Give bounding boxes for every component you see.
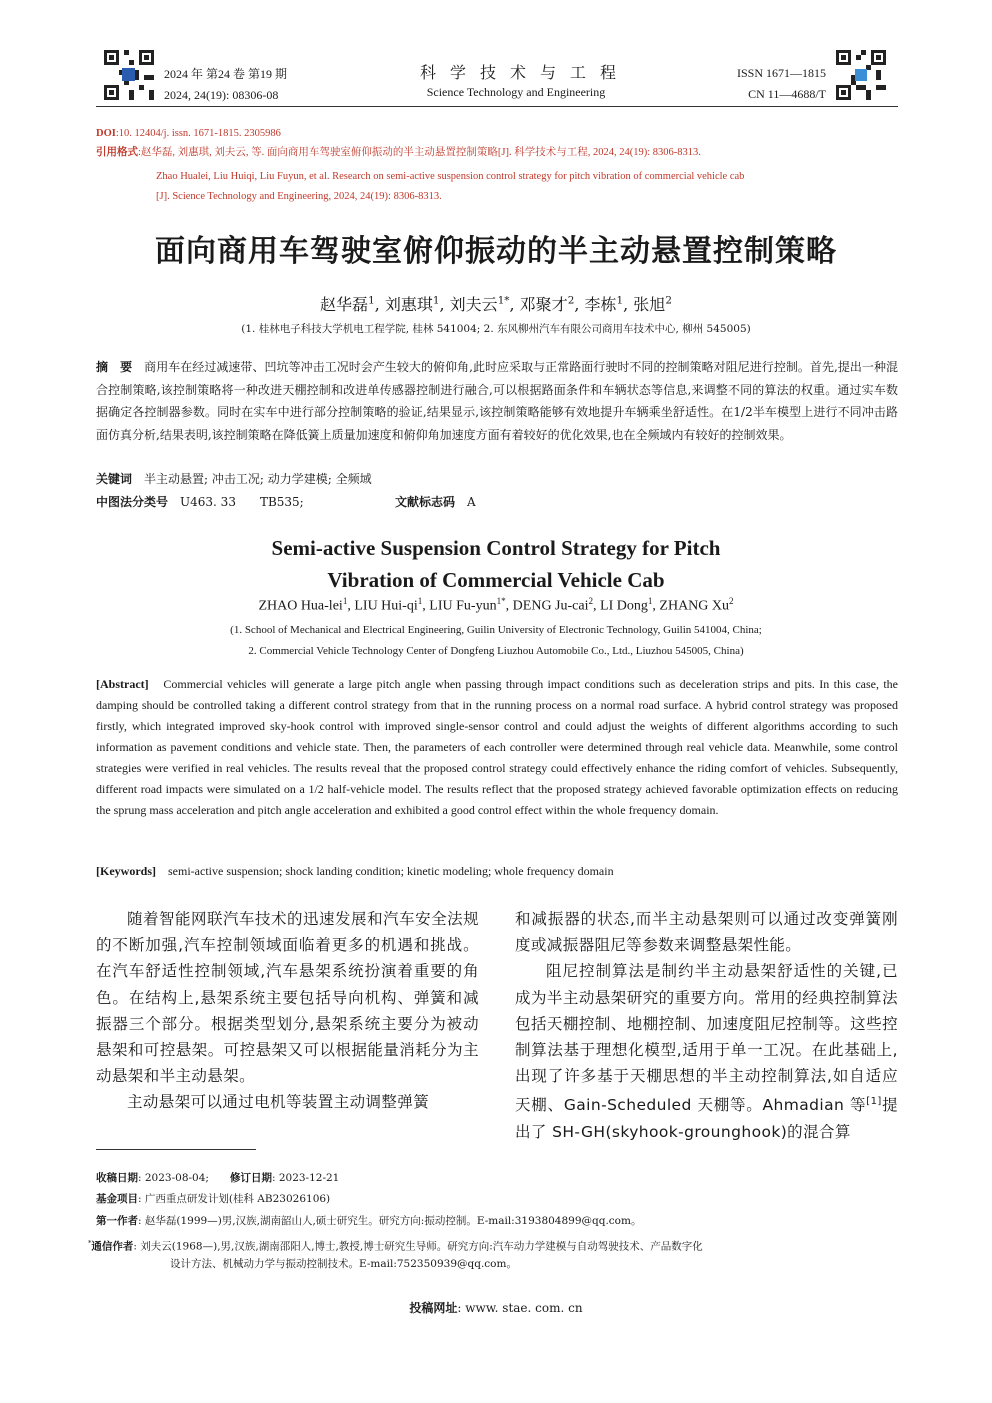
author-affiliation-mark: 1* [497, 294, 510, 307]
author-affiliation-mark: 1 [432, 294, 440, 307]
author-affiliation-mark: 1 [342, 596, 348, 606]
footnote-first-author: 第一作者: 赵华磊(1999—)男,汉族,湖南韶山人,硕士研究生。研究方向:振动控制。E-mail:3193804899@qq.com。 [96, 1215, 642, 1227]
cn-number: CN 11—4688/T [748, 87, 826, 101]
body-column-left [96, 906, 479, 1116]
qr-code-icon [104, 50, 154, 100]
classification-number: 中图法分类号 U463. 33 TB535; [96, 495, 304, 509]
keywords-cn: 关键词 半主动悬置; 冲击工况; 动力学建模; 全频域 [96, 472, 372, 486]
document-code: 文献标志码 A [395, 495, 476, 509]
citation-en-2: [J]. Science Technology and Engineering, 2024, 24(19): 8306-8313. [156, 191, 442, 202]
affiliation-en-1: (1. School of Mechanical and Electrical Engineering, Guilin University of Electronic Technology, Guilin 541004, China; [230, 624, 762, 636]
issue-line-2: 2024, 24(19): 08306-08 [164, 88, 279, 102]
affiliation-cn: (1. 桂林电子科技大学机电工程学院, 桂林 541004; 2. 东风柳州汽车有限公司商用车技术中心, 柳州 545005) [241, 323, 751, 335]
author-affiliation-mark: 2 [567, 294, 575, 307]
author-affiliation-mark: 1 [616, 294, 624, 307]
author-affiliation-mark: 1 [647, 596, 653, 606]
paragraph: 随着智能网联汽车技术的迅速发展和汽车安全法规的不断加强,汽车控制领域面临着更多的机遇和挑战。在汽车舒适性控制领域,汽车悬架系统扮演着重要的角色。在结构上,悬架系统主要包括导向机构、弹簧和减振器三个部分。根据类型划分,悬架系统主要分为被动悬架和可控悬架。可控悬架又可以根据能量消耗分为主动悬架和半主动悬架。 [96, 910, 479, 1086]
footnote-fund: 基金项目: 广西重点研发计划(桂科 AB23026106) [96, 1193, 331, 1205]
author-affiliation-mark: 1 [417, 596, 423, 606]
author-affiliation-mark: 1 [368, 294, 375, 307]
abstract-en: [Abstract] Commercial vehicles will generate a large pitch angle when passing through impact conditions such as deceleration strips and pits. In this case, the damping should be controlled taking a different control strategy from that in the running process on a normal road surface. A hybrid control strategy was proposed firstly, which integrated improved sky-hook control with improved single-sensor control and could adjust the weights of different algorithms according to such information as pavement conditions and vehicle state. Then, the parameters of each controller were determined through real vehicle data. Meanwhile, some control strategies were verified in real vehicles. The results reveal that the proposed control strategy could effectively enhance the riding comfort of vehicles. Subsequently, different road impacts were simulated on a 1/2 half-vehicle model. The results reflect that the proposed strategy achieved favorable optimization effects on reducing the sprung mass acceleration and pitch angle acceleration and exhibited a good control effect within the whole frequency domain. [96, 677, 898, 817]
doi-line: DOI:10. 12404/j. issn. 1671-1815. 2305986 [96, 128, 281, 139]
journal-name-en: Science Technology and Engineering [426, 85, 606, 99]
authors-cn: 赵华磊$^1$, 刘惠琪$^1$, 刘夫云$^{1*}$, 邓聚才$^2$, 李栋$^1$, 张旭$^2$ [320, 294, 672, 314]
journal-name-cn: 科学技术与工程 [419, 63, 630, 82]
keywords-en: [Keywords] semi-active suspension; shock landing condition; kinetic modeling; whole frequency domain [96, 864, 614, 878]
paragraph: 阻尼控制算法是制约半主动悬架舒适性的关键,已成为半主动悬架研究的重要方向。常用的经典控制算法包括天棚控制、地棚控制、加速度阻尼控制等。这些控制算法基于理想化模型,适用于单一工况。在此基础上,出现了许多基于天棚思想的半主动控制算法,如自适应天棚、Gain-Scheduled 天棚等。Ahmadian 等[1]提出了 SH-GH(skyhook-grounghook)的混合算 [515, 962, 898, 1141]
author-affiliation-mark: 2 [665, 294, 672, 307]
authors-en: ZHAO Hua-lei$^1$, LIU Hui-$qi^1$, LIU Fu-yun$^{1*}$, DENG Ju-cai$^2$, LI Dong$^1$, ZHANG Xu$^2$ [258, 596, 734, 614]
header-rule [96, 106, 898, 107]
author-affiliation-mark: 2 [729, 596, 734, 606]
citation-cn: 引用格式:赵华磊, 刘惠琪, 刘夫云, 等. 面向商用车驾驶室俯仰振动的半主动悬置控制策略[J]. 科学技术与工程, 2024, 24(19): 8306-8313. [96, 147, 701, 158]
author-affiliation-mark: 1* [496, 596, 506, 606]
author-name: LIU Fu-yun [429, 598, 497, 614]
author-name: ZHANG Xu [659, 598, 730, 614]
author-name: 邓聚才 [519, 295, 568, 314]
qr-code-icon [836, 50, 886, 100]
author-name: 刘惠琪 [384, 295, 433, 314]
footnote-corresponding-author: *通信作者: 刘夫云(1968—),男,汉族,湖南邵阳人,博士,教授,博士研究生导师。研究方向:汽车动力学建模与自动驾驶技术、产品数字化 [88, 1239, 703, 1253]
issn: ISSN 1671—1815 [736, 66, 826, 80]
reference-link[interactable]: [1] [866, 1096, 882, 1108]
issue-line-1: 2024 年 第24 卷 第19 期 [164, 67, 288, 81]
title-en: Semi-active Suspension Control Strategy for Pitch Vibration of Commercial Vehicle Cab [271, 536, 721, 592]
body-column-right [515, 906, 898, 1145]
author-name: 李栋 [584, 295, 617, 314]
author-name: LI Dong [600, 598, 648, 614]
footnote-rule [96, 1149, 256, 1150]
paragraph: 和减振器的状态,而半主动悬架则可以通过改变弹簧刚度或减振器阻尼等参数来调整悬架性能。 [515, 910, 898, 955]
author-name: DENG Ju-cai [512, 598, 589, 614]
author-affiliation-mark: 2 [588, 596, 594, 606]
author-name: 刘夫云 [449, 295, 498, 314]
author-name: 张旭 [633, 295, 666, 314]
author-name: 赵华磊 [320, 295, 369, 314]
submission-url[interactable]: 投稿网址: www. stae. com. cn [409, 1301, 583, 1315]
paragraph: 主动悬架可以通过电机等装置主动调整弹簧 [127, 1093, 430, 1112]
footnote-dates: 收稿日期: 2023-08-04; 修订日期: 2023-12-21 [96, 1172, 340, 1184]
author-name: ZHAO Hua-lei [258, 598, 343, 614]
footnote-corresponding-author-2: 设计方法、机械动力学与振动控制技术。E-mail:752350939@qq.com。 [170, 1258, 517, 1270]
affiliation-en-2: 2. Commercial Vehicle Technology Center of Dongfeng Liuzhou Automobile Co., Ltd., Liuzhou 545005, China) [248, 645, 744, 657]
abstract-cn: 摘 要 商用车在经过减速带、凹坑等冲击工况时会产生较大的俯仰角,此时应采取与正常路面行驶时不同的控制策略对阻尼进行控制。首先,提出一种混合控制策略,该控制策略将一种改进天棚控制和改进单传感器控制进行融合,可以根据路面条件和车辆状态等信息,来调整不同的算法的权重。通过实车数据确定各控制器参数。同时在实车中进行部分控制策略的验证,结果显示,该控制策略能够有效地提升车辆乘坐舒适性。在1/2半车模型上进行不同冲击路面仿真分析,结果表明,该控制策略在降低簧上质量加速度和俯仰角加速度方面有着较好的优化效果,也在全频域内有较好的控制效果。 [96, 360, 898, 442]
title-cn: 面向商用车驾驶室俯仰振动的半主动悬置控制策略 [155, 234, 837, 269]
author-name: LIU Hui-qi [354, 598, 418, 614]
citation-en-1: Zhao Hualei, Liu Huiqi, Liu Fuyun, et al. Research on semi-active suspension control strategy for pitch vibration of commercial vehicle cab [156, 171, 745, 182]
